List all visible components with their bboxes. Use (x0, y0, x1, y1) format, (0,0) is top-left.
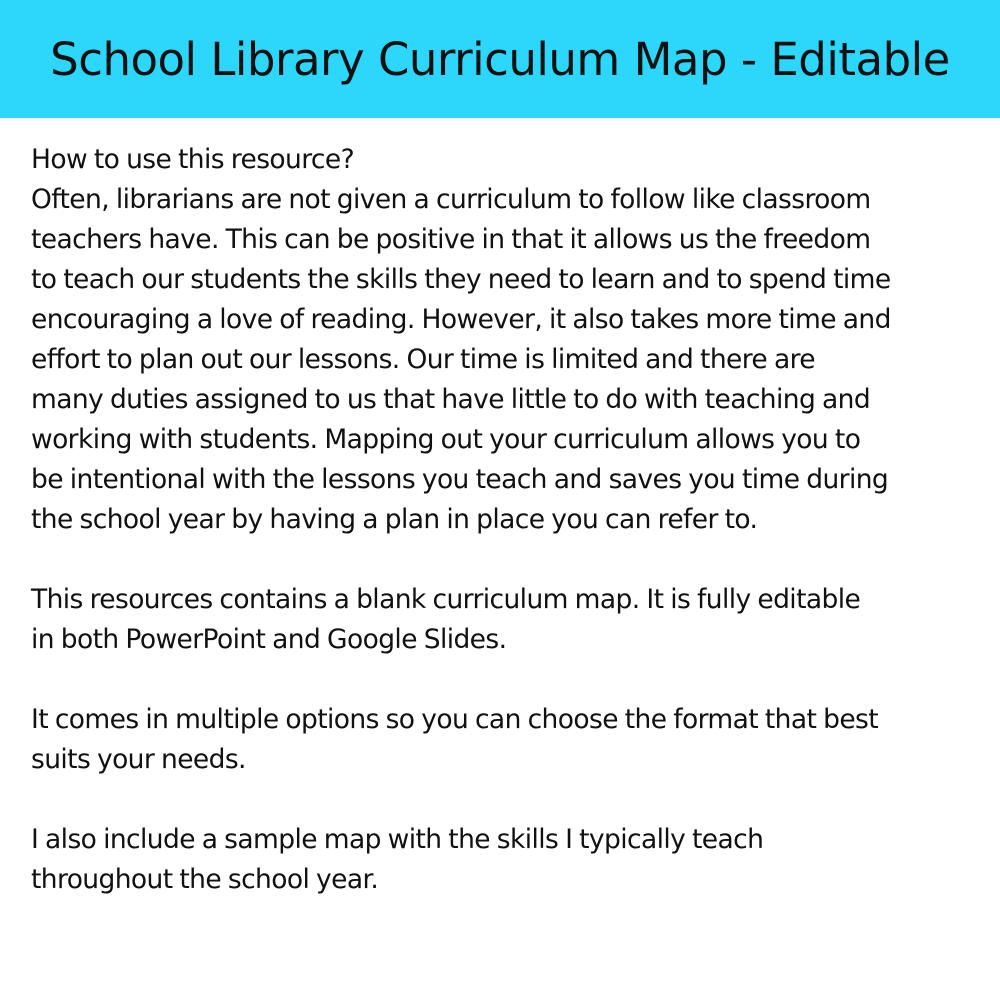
body-heading: How to use this resource? (31, 144, 355, 175)
contents-paragraph (31, 580, 976, 660)
page-title: School Library Curriculum Map - Editable (50, 32, 950, 86)
intro-line: many duties assigned to us that have little to do with teaching and (31, 384, 871, 415)
title-banner (0, 0, 1000, 118)
paragraph-spacer (31, 660, 976, 700)
options-line: It comes in multiple options so you can choose the format that best (31, 704, 879, 735)
options-line: suits your needs. (31, 744, 246, 775)
intro-line: working with students. Mapping out your curriculum allows you to (31, 424, 861, 455)
description-text (31, 140, 976, 900)
sample-line: throughout the school year. (31, 864, 379, 895)
contents-line: This resources contains a blank curriculum map. It is fully editable (31, 584, 861, 615)
intro-line: be intentional with the lessons you teach and saves you time during (31, 464, 889, 495)
paragraph-spacer (31, 780, 976, 820)
intro-line: effort to plan out our lessons. Our time is limited and there are (31, 344, 816, 375)
paragraph-spacer (31, 540, 976, 580)
intro-line: teachers have. This can be positive in that it allows us the freedom (31, 224, 871, 255)
sample-paragraph (31, 820, 976, 900)
options-paragraph (31, 700, 976, 780)
intro-line: Often, librarians are not given a curriculum to follow like classroom (31, 184, 871, 215)
sample-line: I also include a sample map with the skills I typically teach (31, 824, 764, 855)
intro-line: to teach our students the skills they need to learn and to spend time (31, 264, 891, 295)
contents-line: in both PowerPoint and Google Slides. (31, 624, 507, 655)
intro-line: encouraging a love of reading. However, it also takes more time and (31, 304, 891, 335)
intro-line: the school year by having a plan in place you can refer to. (31, 504, 758, 535)
intro-paragraph (31, 180, 976, 540)
